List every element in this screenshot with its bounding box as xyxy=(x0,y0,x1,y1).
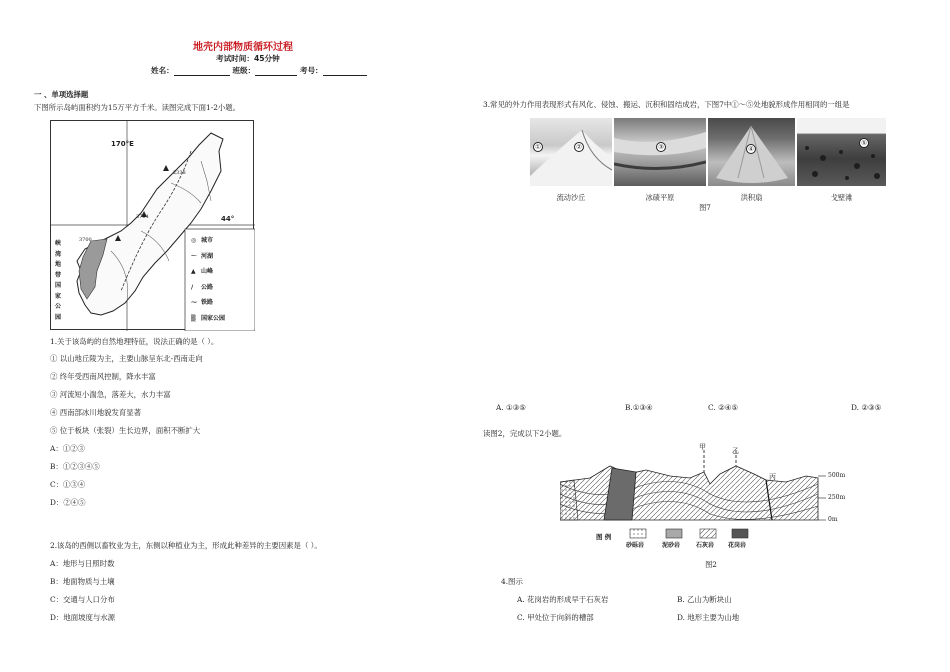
photo-moraine xyxy=(614,118,706,186)
q1-stem: 1.关于该岛屿的自然地理特征，说法正确的是（ ）。 xyxy=(50,337,219,346)
q1-statement-1: ① 以山地丘陵为主，主要山脉呈东北-西南走向 xyxy=(50,354,203,363)
name-label: 姓名： xyxy=(151,66,174,75)
q3-option-d[interactable]: D. ②③⑤ xyxy=(851,403,882,412)
city-icon: ◎ xyxy=(191,237,197,244)
document-title: 地壳内部物质循环过程 xyxy=(193,42,293,53)
peak-label-3: 3700 xyxy=(79,237,92,243)
q2-stem: 2.该岛的西侧以畜牧业为主，东侧以种植业为主，形成此种差异的主要因素是（ ）。 xyxy=(50,541,322,550)
q3-stem: 3.常见的外力作用表现形式有风化、侵蚀、搬运、沉积和固结成岩，下图7中①～⑤处地貌形成作用相同的一组是 xyxy=(483,100,850,109)
fig2-intro: 读图2，完成以下2小题。 xyxy=(483,429,567,438)
elevation-0: 0m xyxy=(828,516,838,523)
photo-mark-4: ④ xyxy=(746,144,756,154)
photo-mark-5: ⑤ xyxy=(859,138,869,148)
peak-label-1: 2338 xyxy=(173,170,186,176)
intro-text: 下图所示岛屿面积约为15万平方千米。读图完成下面1-2小题。 xyxy=(34,103,241,112)
legend-road: ∕ 公路 xyxy=(191,280,225,296)
place-jia: 甲 xyxy=(699,443,706,451)
fig2-legend-title: 图 例 xyxy=(596,533,612,541)
gobi-graphic xyxy=(797,118,886,186)
river-icon: ～ xyxy=(191,252,198,260)
island-map xyxy=(50,120,254,330)
photo-mark-1: ① xyxy=(533,142,543,152)
q2-option-d[interactable]: D：地面坡度与水源 xyxy=(50,613,116,622)
elevation-250: 250m xyxy=(828,494,846,501)
q3-option-a[interactable]: A. ①③⑤ xyxy=(496,403,526,412)
moraine-graphic xyxy=(614,118,706,186)
legend-railway: ⁓ 铁路 xyxy=(191,295,225,311)
q1-statement-3: ③ 河流短小湍急，落差大，水力丰富 xyxy=(50,390,171,399)
student-info-line xyxy=(151,65,367,76)
q4-stem: 4.图示 xyxy=(501,577,523,586)
road-icon: ∕ xyxy=(191,283,194,291)
peak-icon: ▲ xyxy=(191,268,196,276)
q1-option-c[interactable]: C：①③④ xyxy=(50,480,86,489)
class-blank[interactable] xyxy=(255,68,297,76)
q1-statement-4: ④ 西南部冰川地貌发育显著 xyxy=(50,408,142,417)
q4-option-b[interactable]: B. 乙山为断块山 xyxy=(677,595,732,604)
dune-graphic xyxy=(530,118,612,186)
place-yi: 乙 xyxy=(732,447,739,455)
legend-river: ～ 河湖 xyxy=(191,249,225,265)
photo-mark-3: ③ xyxy=(656,142,666,152)
q3-option-b[interactable]: B.①③④ xyxy=(625,403,653,412)
caption-dune: 流动沙丘 xyxy=(556,193,586,202)
q4-option-c[interactable]: C. 甲处位于向斜的槽部 xyxy=(517,613,594,622)
photo-gobi xyxy=(797,118,886,186)
legend-granite: 花岗岩 xyxy=(728,542,747,549)
map-legend xyxy=(191,233,225,327)
q4-option-d[interactable]: D. 地形主要为山地 xyxy=(677,613,740,622)
q1-option-a[interactable]: A：①②③ xyxy=(50,444,85,453)
class-label: 班级： xyxy=(232,66,256,75)
legend-city: ◎ 城市 xyxy=(191,233,225,249)
figure-7-label: 图7 xyxy=(699,203,711,212)
caption-moraine: 冰碛平原 xyxy=(645,193,675,202)
section-heading: 一 、单项选择题 xyxy=(34,90,89,99)
caption-alluvial-fan: 洪积扇 xyxy=(740,193,763,202)
q2-option-b[interactable]: B：地面物质与土壤 xyxy=(50,577,115,586)
q2-option-c[interactable]: C：交通与人口分布 xyxy=(50,595,115,604)
legend-park: ▒ 国家公园 xyxy=(191,311,225,327)
exam-time: 考试时间：45分钟 xyxy=(216,54,280,63)
q1-statement-5: ⑤ 位于板块（张裂）生长边界，面积不断扩大 xyxy=(50,426,201,435)
legend-mudstone: 泥砂岩 xyxy=(662,542,681,549)
legend-limestone: 石灰岩 xyxy=(696,542,715,549)
q4-option-a[interactable]: A. 花岗岩的形成早于石灰岩 xyxy=(517,595,609,604)
national-park-label: 峡湾地带国家公园 xyxy=(55,240,62,321)
geologic-section xyxy=(560,444,850,556)
latitude-label: 44° xyxy=(221,215,235,223)
place-bing: 丙 xyxy=(769,473,776,481)
legend-peak: ▲ 山峰 xyxy=(191,264,225,280)
number-label: 考号： xyxy=(299,66,323,75)
number-blank[interactable] xyxy=(323,68,367,76)
photo-mark-2: ② xyxy=(574,142,584,152)
q3-option-c[interactable]: C. ②④⑤ xyxy=(708,403,738,412)
photo-dune xyxy=(530,118,612,186)
legend-sandstone: 砂砾岩 xyxy=(626,542,645,549)
q1-option-d[interactable]: D：②④⑤ xyxy=(50,498,86,507)
longitude-label: 170°E xyxy=(111,140,134,148)
park-icon: ▒ xyxy=(191,314,196,322)
caption-gobi: 戈壁滩 xyxy=(830,193,853,202)
figure-2-label: 图2 xyxy=(705,560,717,569)
peak-label-2: 3764 xyxy=(136,214,149,220)
railway-icon: ⁓ xyxy=(191,299,197,307)
photo-alluvial-fan xyxy=(708,118,795,186)
elevation-500: 500m xyxy=(828,472,846,479)
name-blank[interactable] xyxy=(174,68,230,76)
q1-option-b[interactable]: B：①②③④⑤ xyxy=(50,462,100,471)
q2-option-a[interactable]: A：地形与日照时数 xyxy=(50,559,115,568)
q1-statement-2: ② 终年受西南风控制，降水丰富 xyxy=(50,372,156,381)
